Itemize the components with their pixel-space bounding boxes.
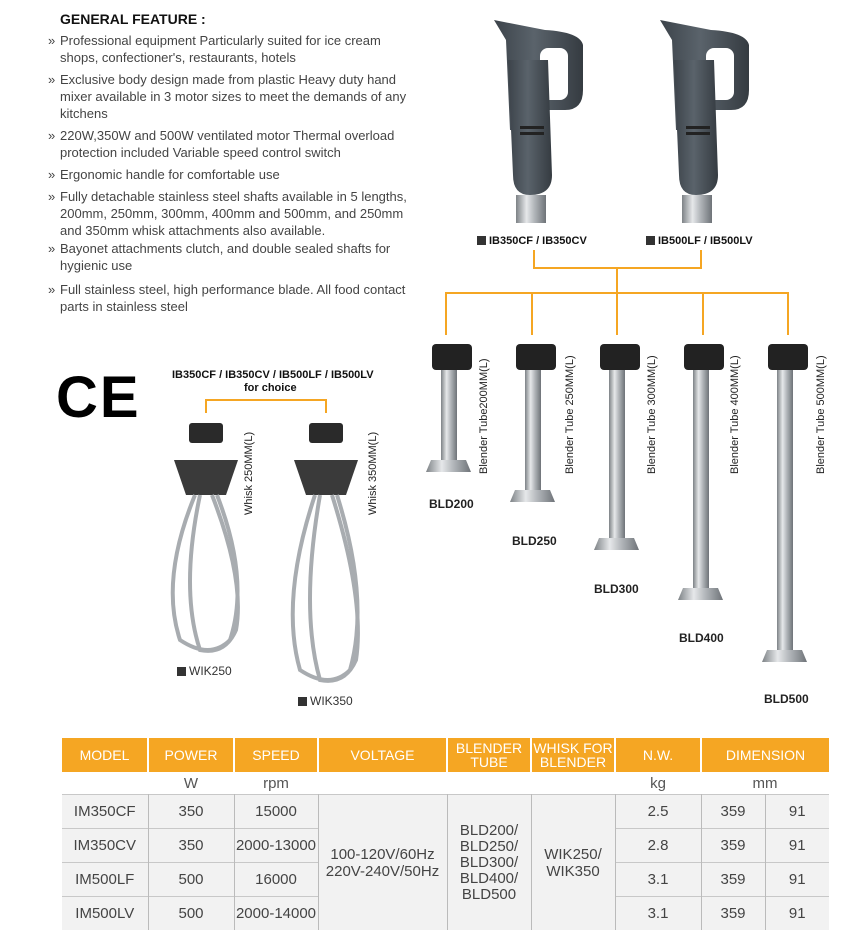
cell-dim-a: 359 [701,795,765,829]
cell-power: 500 [148,897,234,931]
header-whisk: WHISK FOR BLENDER [531,738,615,772]
cell-model: IM500LV [62,897,148,931]
cell-dim-a: 359 [701,863,765,897]
blender-length-label: Blender Tube 300MM(L) [646,355,658,474]
header-voltage: VOLTAGE [318,738,447,772]
blender-tube-bld500 [762,344,808,662]
feature-item: » 220W,350W and 500W ventilated motor Thermal overload protection included Variable speed control switch [48,127,408,161]
cell-speed: 16000 [234,863,318,897]
blender-tube-bld200 [426,344,472,472]
cell-model: IM500LF [62,863,148,897]
cell-nw: 3.1 [615,897,701,931]
cell-nw: 3.1 [615,863,701,897]
blender-length-label: Blender Tube200MM(L) [478,358,490,474]
spec-table [62,738,829,930]
blender-tube-bld300 [594,344,640,550]
unit-nw: kg [650,774,666,792]
cell-dim-b: 91 [765,795,829,829]
blender-length-label: Blender Tube 250MM(L) [564,355,576,474]
image-icon [177,667,186,676]
cell-blender-tubes: BLD200/ BLD250/ BLD300/ BLD400/ BLD500 [447,795,531,931]
feature-item: » Fully detachable stainless steel shafts available in 5 lengths, 200mm, 250mm, 300mm, 400mm and 500mm, and 250mm and 350mm whisk attachments also available. [48,188,408,239]
cell-model: IM350CF [62,795,148,829]
units-row [62,772,829,795]
blender-code: BLD300 [594,582,639,596]
feature-item: » Bayonet attachments clutch, and double sealed shafts for hygienic use [48,240,408,274]
blender-length-label: Blender Tube 500MM(L) [815,355,827,474]
table-row [62,795,829,829]
cell-dim-a: 359 [701,897,765,931]
cell-power: 500 [148,863,234,897]
mixer-label: IB500LF / IB500LV [646,235,753,247]
blender-code: BLD500 [764,692,809,706]
cell-speed: 2000-13000 [234,829,318,863]
header-speed: SPEED [234,738,318,772]
whisk-wik350 [293,423,358,681]
cell-speed: 2000-14000 [234,897,318,931]
whisk-code: WIK350 [298,694,353,708]
feature-item: » Full stainless steel, high performance blade. All food contact parts in stainless steel [48,281,408,315]
cell-power: 350 [148,829,234,863]
feature-item: » Ergonomic handle for comfortable use [48,166,408,183]
image-icon [646,236,655,245]
blender-code: BLD400 [679,631,724,645]
ce-mark: CE [56,365,141,430]
cell-speed: 15000 [234,795,318,829]
hand-mixer-ib350 [494,20,583,223]
cell-dim-a: 359 [701,829,765,863]
feature-item: » Exclusive body design made from plastic Heavy duty hand mixer available in 3 motor sizes to meet the demands of any kitchens [48,71,408,122]
cell-whisks: WIK250/ WIK350 [531,795,615,931]
cell-dim-b: 91 [765,863,829,897]
feature-item: » Professional equipment Particularly suited for ice cream shops, confectioner's, restaurants, hotels [48,32,408,66]
whisk-length-label: Whisk 350MM(L) [367,431,379,515]
cell-nw: 2.8 [615,829,701,863]
unit-speed: rpm [263,774,289,792]
header-blender-tube: BLENDER TUBE [447,738,531,772]
blender-length-label: Blender Tube 400MM(L) [729,355,741,474]
blender-tube-bld250 [510,344,556,502]
header-nw: N.W. [615,738,701,772]
cell-dim-b: 91 [765,897,829,931]
cell-power: 350 [148,795,234,829]
whisk-code: WIK250 [177,664,232,678]
cell-voltage: 100-120V/60Hz 220V-240V/50Hz [318,795,447,931]
header-dimension: DIMENSION [701,738,829,772]
mixer-label: IB350CF / IB350CV [477,235,587,247]
cell-nw: 2.5 [615,795,701,829]
features-heading: GENERAL FEATURE : [60,11,206,27]
hand-mixer-ib500 [660,20,749,223]
unit-power: W [183,774,199,792]
cell-model: IM350CV [62,829,148,863]
header-model: MODEL [62,738,148,772]
unit-dimension: mm [752,774,778,792]
blender-tube-bld400 [678,344,724,600]
image-icon [298,697,307,706]
table-header-row [62,738,829,772]
whisk-length-label: Whisk 250MM(L) [243,431,255,515]
image-icon [477,236,486,245]
blender-code: BLD250 [512,534,557,548]
whisk-caption-line1: IB350CF / IB350CV / IB500LF / IB500LV [172,369,374,381]
cell-dim-b: 91 [765,829,829,863]
whisk-caption-line2: for choice [244,382,297,394]
header-power: POWER [148,738,234,772]
blender-code: BLD200 [429,497,474,511]
whisk-wik250 [173,423,238,651]
